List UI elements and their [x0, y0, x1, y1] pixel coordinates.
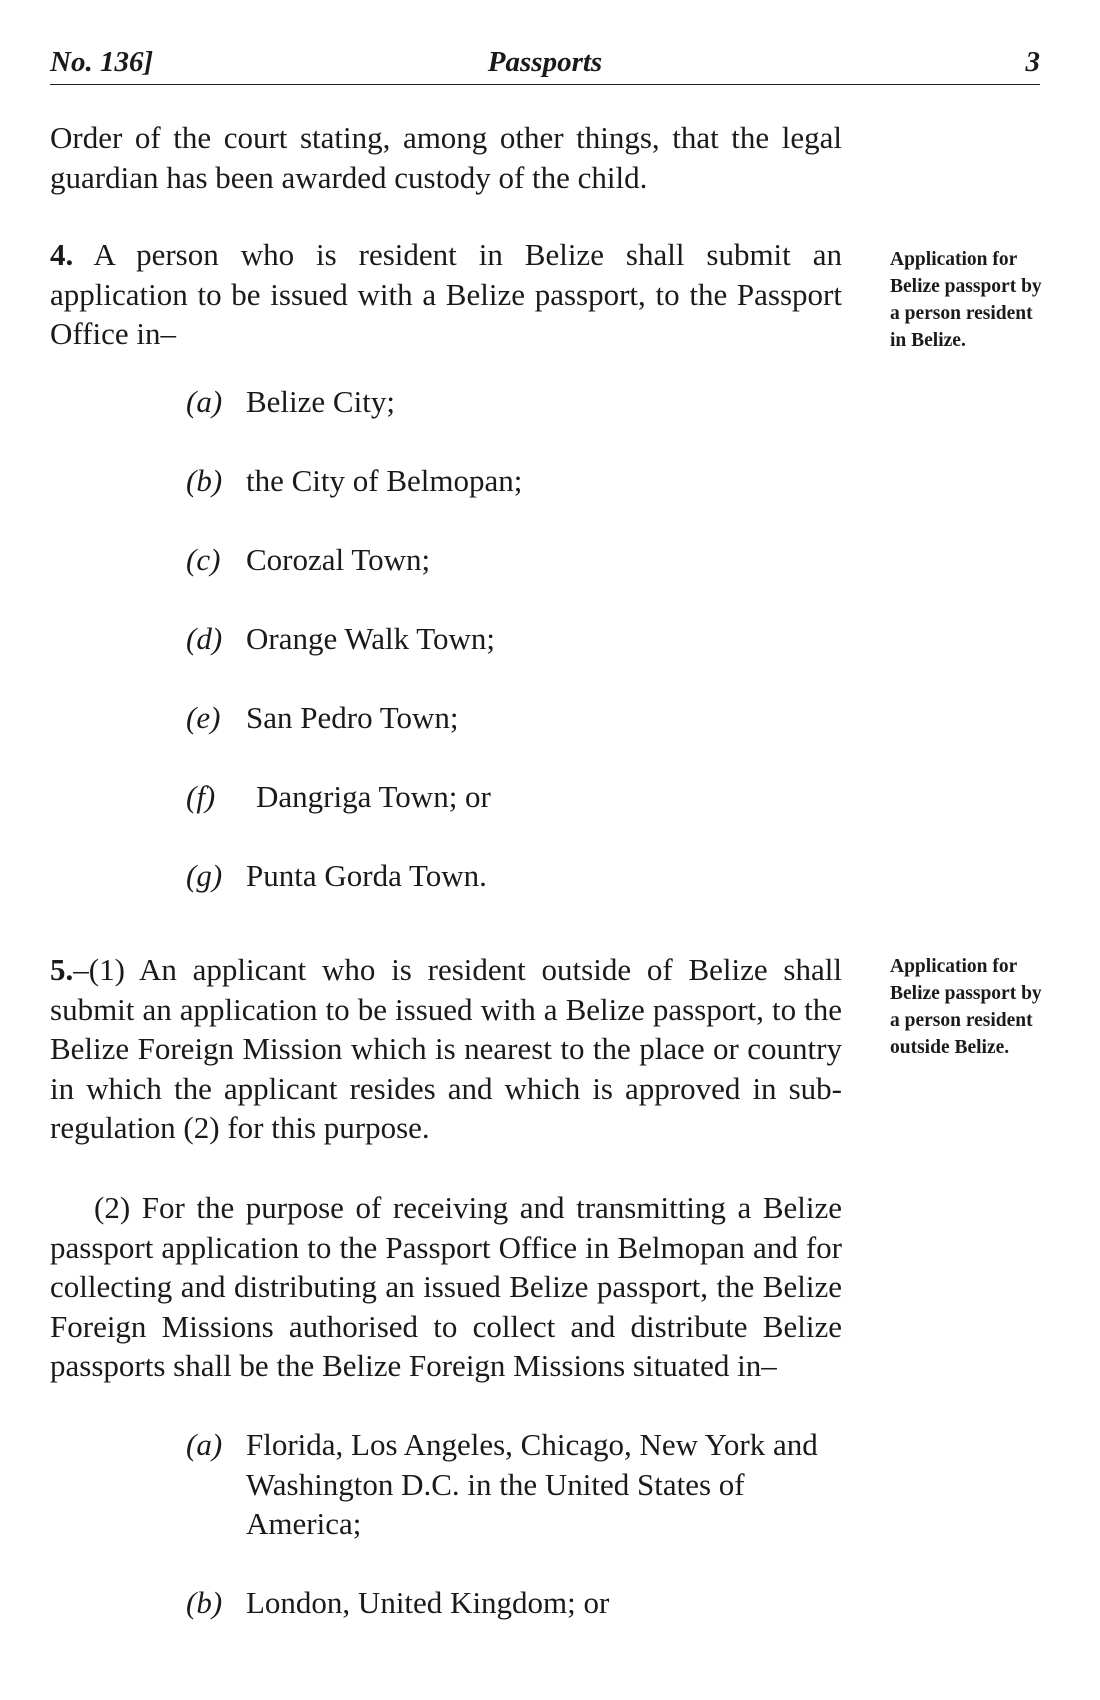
page-title: Passports: [487, 46, 603, 78]
list-item-label: (e): [186, 700, 221, 735]
list-item-text: Corozal Town;: [246, 542, 431, 577]
list-item-label: (g): [186, 858, 223, 893]
list-item-text: the City of Belmopan;: [246, 463, 523, 498]
list-item-label: (d): [186, 621, 223, 656]
continuation-paragraph: Order of the court stating, among other things, that the legal guardian has been awarded custody of the child.: [50, 120, 842, 195]
list-item-text: Orange Walk Town;: [246, 621, 496, 656]
section-5-text: –(1) An applicant who is resident outside of Belize shall submit an application to be issued with a Belize passport, to the Belize Foreign Mission which is nearest to the place or country in which the applicant resides and which is approved in sub-regulation (2) for this purpose.: [50, 952, 842, 1145]
list-item-text: Belize City;: [246, 384, 395, 419]
section-5-paragraph: [50, 950, 842, 1148]
list-item-label: (a): [186, 384, 223, 419]
list-item-text: Dangriga Town; or: [256, 779, 491, 814]
list-item-label: (f): [186, 779, 216, 814]
page-number: 3: [1025, 46, 1040, 78]
section-5-marginal-note: Application for Belize passport by a person resident outside Belize.: [890, 956, 1042, 1058]
list-item-label: (c): [186, 542, 221, 577]
act-number: No. 136]: [50, 46, 154, 78]
list-item-text: London, United Kingdom; or: [246, 1585, 610, 1620]
list-item-text: San Pedro Town;: [246, 700, 459, 735]
list-item-text: Florida, Los Angeles, Chicago, New York and Washington D.C. in the United States of America;: [246, 1427, 818, 1541]
section-4-text: A person who is resident in Belize shall submit an application to be issued with a Belize passport, to the Passport Office in–: [50, 237, 842, 351]
list-item-label: (b): [186, 1585, 223, 1620]
list-item-text: Punta Gorda Town.: [246, 858, 487, 893]
section-4-paragraph: [50, 235, 842, 354]
list-item-label: (b): [186, 463, 223, 498]
page-header: [50, 44, 1040, 85]
section-5-subsection-2: (2) For the purpose of receiving and transmitting a Belize passport application to the Passport Office in Belmopan and for collecting and distributing an issued Belize passport, the Belize Foreign Missions authorised to collect and distribute Belize passports shall be the Belize Foreign Missions situated in–: [50, 1190, 842, 1383]
section-4-number: 4.: [50, 237, 74, 272]
section-4-marginal-note: Application for Belize passport by a person resident in Belize.: [890, 249, 1042, 351]
list-item-label: (a): [186, 1427, 223, 1462]
section-5-number: 5.: [50, 952, 74, 987]
